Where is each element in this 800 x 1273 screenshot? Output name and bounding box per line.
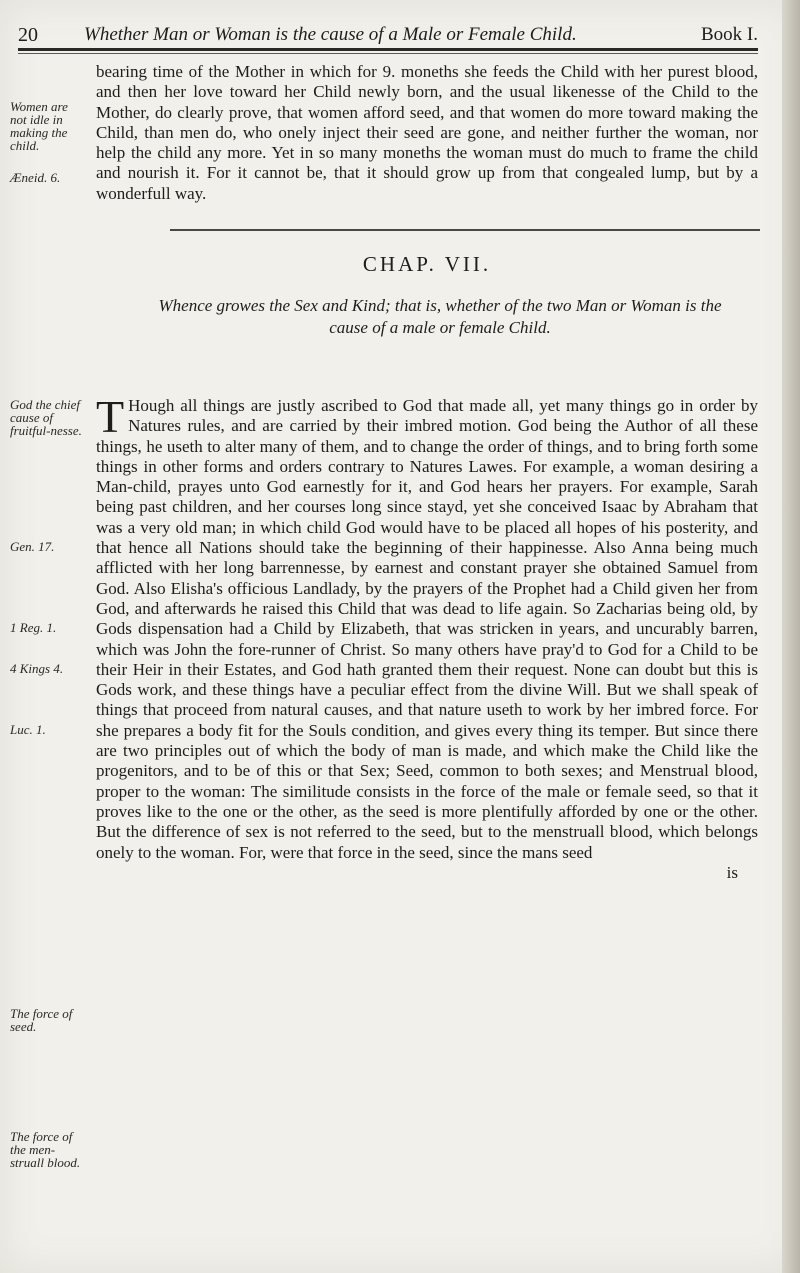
margin-note-reg: 1 Reg. 1. — [10, 620, 57, 635]
margin-note-god-cause: God the chief cause of fruitful-nesse. — [10, 397, 82, 438]
chapter-heading: CHAP. VII. — [362, 252, 492, 276]
header-rule-thin — [18, 53, 758, 54]
margin-note-kings: 4 Kings 4. — [10, 661, 64, 676]
margin-note-force-seed: The force of seed. — [10, 1006, 73, 1034]
page-edge — [782, 0, 800, 1273]
intro-paragraph: bearing time of the Mother in which for 9. moneths she feeds the Child with her purest blood, and then her love toward her Child newly born, and the usual likenesse of the Child to the Mother, do clearly prove, that women afford seed, and that women do more toward making the Child, than men do, who onely inject their seed are gone, and neither further the woman, nor help the child any more. Yet in so many moneths the woman must do much to frame the child and nourish it. For it cannot be, that it should grow up from that congealed lump, but by a wonderfull way. — [96, 62, 758, 203]
margin-note-luke: Luc. 1. — [10, 722, 46, 737]
body-paragraph — [96, 391, 758, 883]
header-rule — [18, 48, 758, 51]
margin-note-force-blood: The force of the men-struall blood. — [10, 1129, 81, 1170]
chapter-title: Whence growes the Sex and Kind; that is, whether of the two Man or Woman is the cause of a male or female Child. — [158, 296, 722, 337]
section-rule — [170, 229, 760, 231]
margin-note-genesis: Gen. 17. — [10, 539, 55, 554]
margin-note-women: Women are not idle in making the child. — [10, 99, 68, 153]
running-title: Whether Man or Woman is the cause of a Male or Female Child. — [84, 24, 577, 45]
catchword: is — [726, 862, 738, 882]
drop-cap: T — [96, 391, 125, 442]
page-number: 20 — [18, 24, 38, 46]
book-number: Book I. — [701, 24, 758, 45]
body-text: Hough all things are justly ascribed to God that made all, yet many things go in order by Natures rules, and are carried by their imbred motion. God being the Author of all these things, he useth to alter many of them, and to change the order of things, and to bring forth some things in other forms and orders contrary to Natures Lawes. For example, a woman desiring a Man-child, prayes unto God earnestly for it, and God hears her prayers. For example, Sarah being past children, and her courses long since stayd, yet she conceived Isaac by Abraham that was a very old man; in which child God would have to be placed all hopes of his posterity, and that hence all Nations should take the beginning of their happinesse. Also Anna being much afflicted with her long barrennesse, by earnest and constant prayer she obtained Samuel from God. Also Elisha's officious Landlady, by the prayers of the Prophet had a Child given her from God, and afterwards he raised this Child that was dead to life again. So Zacharias being old, by Gods dispensation had a Child by Elizabeth, that was stricken in years, and uncurably barren, which was John the fore-runner of Christ. So many others have pray'd to God for a Child to be their Heir in their Estates, and God hath granted them their request. None can doubt but this is Gods work, and these things have a peculiar effect from the divine Will. But we shall speak of things that proceed from natural causes, and that nature useth to work by her imbred force. For she prepares a body fit for the Souls condition, and gives every thing its temper. But since there are two principles out of which the body of man is made, and which make the Child like the progenitors, and to be of this or that Sex; Seed, common to both sexes; and Menstrual blood, proper to the woman: The similitude consists in the force of the male or female seed, so that it proves like to the one or the other, as the seed is more plentifully afforded by one or the other. But the difference of sex is not referred to the seed, but to the menstruall blood, which belongs onely to the woman. For, were that force in the seed, since the mans seed — [96, 396, 758, 862]
margin-note-aeneid: Æneid. 6. — [10, 170, 61, 185]
